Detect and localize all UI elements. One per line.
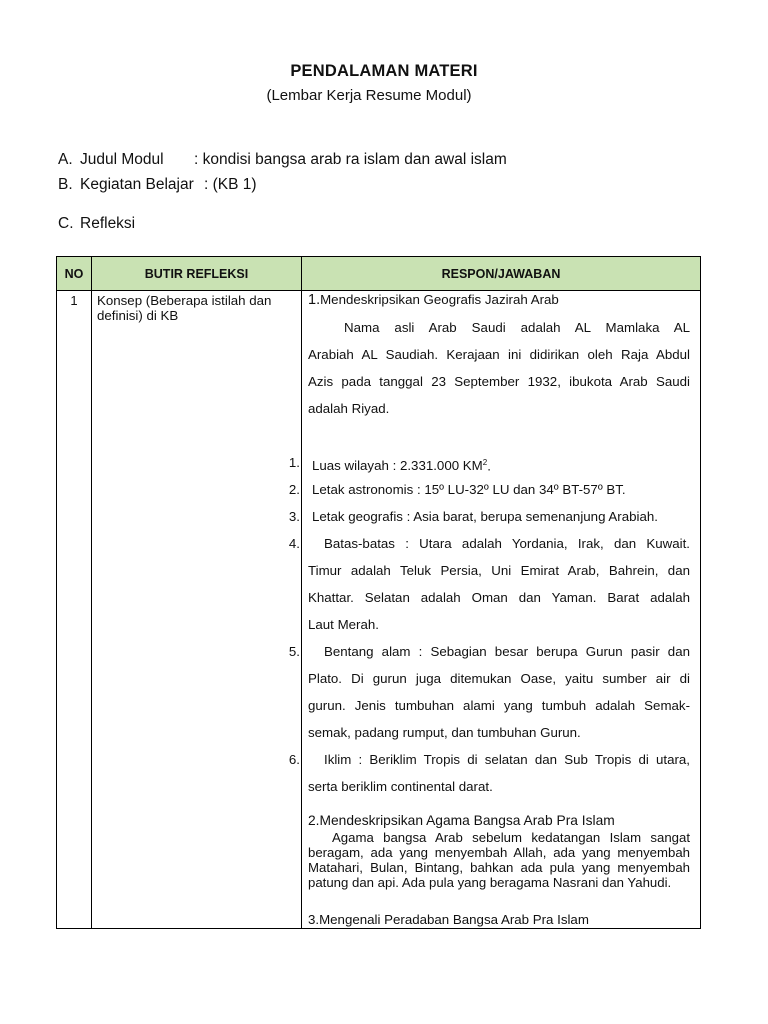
list-line: Iklim : Beriklim Tropis di selatan dan Sub Tropis di utara, bbox=[324, 752, 690, 767]
paragraph-line: beragam, ada yang menyembah Allah, ada yang menyembah bbox=[308, 845, 690, 860]
header-no: NO bbox=[57, 257, 92, 291]
heading-number: 1. bbox=[308, 292, 321, 308]
list-text-tail: . bbox=[487, 458, 491, 474]
paragraph-line: Azis pada tanggal 23 September 1932, ibukota Arab Saudi bbox=[308, 374, 690, 389]
paragraph-line: adalah Riyad. bbox=[308, 401, 390, 416]
list-line: Plato. Di gurun juga ditemukan Oase, yaitu sumber air di bbox=[308, 671, 690, 686]
response-heading-3: 3.Mengenali Peradaban Bangsa Arab Pra Islam bbox=[308, 912, 589, 927]
list-item bbox=[288, 449, 690, 479]
list-item bbox=[288, 503, 690, 530]
section-label: Refleksi bbox=[80, 215, 136, 232]
list-line: serta beriklim continental darat. bbox=[308, 779, 493, 794]
heading-text: Mendeskripsikan Geografis Jazirah Arab bbox=[320, 292, 559, 307]
list-number: 1. bbox=[288, 455, 300, 470]
response-heading-2: 2.Mendeskripsikan Agama Bangsa Arab Pra Islam bbox=[308, 813, 615, 828]
section-value: : kondisi bangsa arab ra islam dan awal islam bbox=[194, 151, 507, 168]
list-line: Khattar. Selatan adalah Oman dan Yaman. Barat adalah bbox=[308, 590, 690, 605]
section-letter: A. bbox=[58, 151, 73, 168]
list-item bbox=[288, 638, 690, 746]
section-label: Kegiatan Belajar bbox=[80, 176, 194, 193]
list-line: Batas-batas : Utara adalah Yordania, Irak, dan Kuwait. bbox=[324, 536, 690, 551]
header-respon-jawaban: RESPON/JAWABAN bbox=[302, 257, 701, 291]
section-label: Judul Modul bbox=[80, 151, 164, 168]
response-heading-1 bbox=[308, 292, 690, 308]
page-title: PENDALAMAN MATERI bbox=[290, 62, 478, 80]
list-number: 4. bbox=[288, 536, 300, 551]
list-number: 5. bbox=[288, 644, 300, 659]
paragraph-line: patung dan api. Ada pula yang beragama Nasrani dan Yahudi. bbox=[308, 875, 672, 890]
section-letter: B. bbox=[58, 176, 73, 193]
page-subtitle: (Lembar Kerja Resume Modul) bbox=[266, 87, 472, 104]
butir-text: Konsep (Beberapa istilah dan definisi) di KB bbox=[92, 291, 302, 929]
paragraph-line: Nama asli Arab Saudi adalah AL Mamlaka AL bbox=[344, 320, 690, 335]
list-text: Letak geografis : Asia barat, berupa semenanjung Arabiah. bbox=[312, 509, 658, 524]
list-line: gurun. Jenis tumbuhan alami yang tumbuh adalah Semak- bbox=[308, 698, 690, 713]
superscript: 2 bbox=[482, 458, 488, 467]
row-number: 1 bbox=[57, 291, 92, 929]
list-line: Bentang alam : Sebagian besar berupa Gurun pasir dan bbox=[324, 644, 690, 659]
list-line: Laut Merah. bbox=[308, 617, 379, 632]
response-cell bbox=[288, 291, 701, 929]
list-number: 2. bbox=[288, 482, 300, 497]
section-value: : (KB 1) bbox=[204, 176, 257, 193]
table-row bbox=[57, 291, 701, 929]
section-kegiatan-belajar bbox=[58, 176, 257, 194]
list-line: semak, padang rumput, dan tumbuhan Gurun. bbox=[308, 725, 581, 740]
response-paragraph-1 bbox=[308, 314, 690, 422]
list-text: Letak astronomis : 15º LU-32º LU dan 34º BT-57º BT. bbox=[312, 482, 626, 497]
paragraph-line: Matahari, Bulan, Bintang, bahkan ada pula yang menyembah bbox=[308, 860, 690, 875]
list-item bbox=[288, 530, 690, 638]
reflection-table bbox=[56, 256, 701, 929]
table-header-row bbox=[57, 257, 701, 291]
paragraph-line: Arabiah AL Saudiah. Kerajaan ini didirikan oleh Raja Abdul bbox=[308, 347, 690, 362]
list-number: 6. bbox=[288, 752, 300, 767]
section-judul-modul bbox=[58, 151, 507, 169]
list-text: Luas wilayah : 2.331.000 KM bbox=[312, 458, 483, 474]
header-butir-refleksi: BUTIR REFLEKSI bbox=[92, 257, 302, 291]
list-item bbox=[288, 746, 690, 800]
list-item bbox=[288, 476, 690, 503]
response-paragraph-2 bbox=[308, 830, 690, 890]
section-refleksi bbox=[58, 215, 135, 233]
section-letter: C. bbox=[58, 215, 74, 232]
list-line: Timur adalah Teluk Persia, Uni Emirat Arab, Bahrein, dan bbox=[308, 563, 690, 578]
list-number: 3. bbox=[288, 509, 300, 524]
paragraph-line: Agama bangsa Arab sebelum kedatangan Islam sangat bbox=[332, 830, 690, 845]
